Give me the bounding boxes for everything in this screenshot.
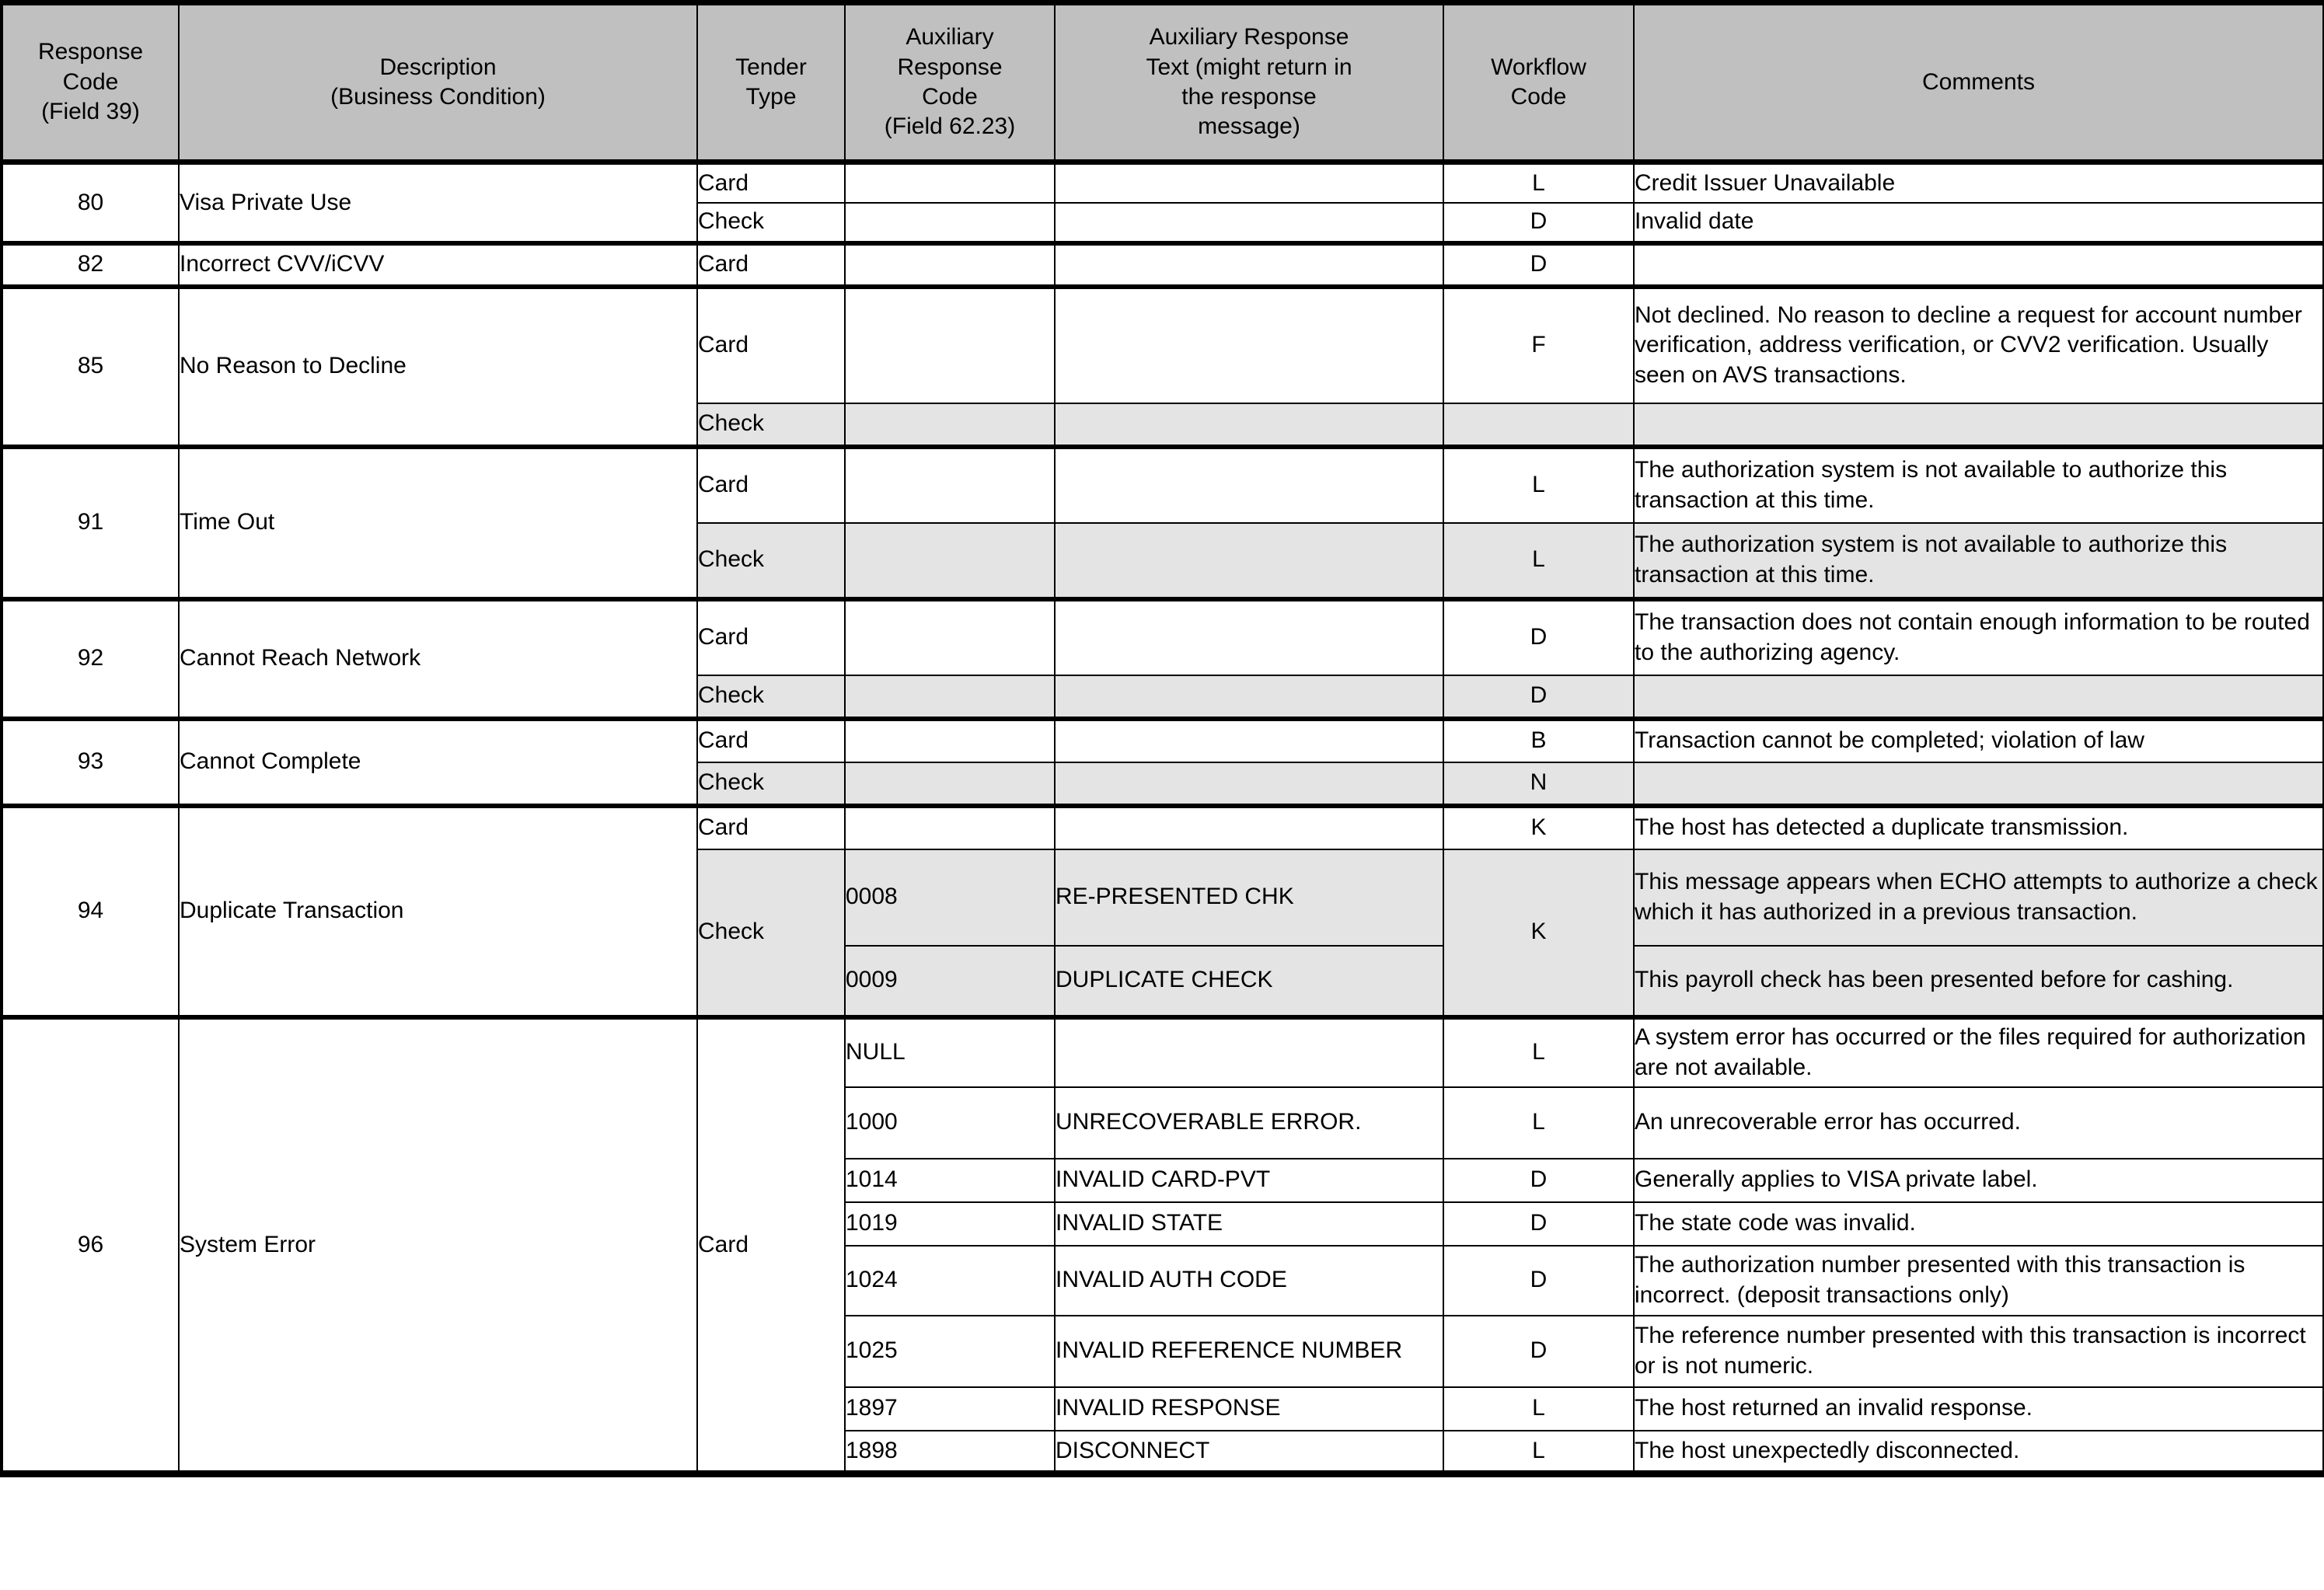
column-header-aux-response-code — [845, 3, 1055, 162]
cell-aux-response-code — [845, 806, 1055, 849]
table-body — [2, 162, 2324, 1474]
header-line: Code — [1510, 84, 1567, 110]
cell-aux-response-text: INVALID RESPONSE — [1055, 1387, 1443, 1431]
cell-aux-response-code — [845, 203, 1055, 243]
cell-workflow-code: K — [1443, 849, 1634, 1017]
cell-workflow-code: D — [1443, 1246, 1634, 1316]
cell-workflow-code: F — [1443, 287, 1634, 403]
cell-description: No Reason to Decline — [179, 287, 697, 447]
cell-response-code: 82 — [2, 243, 179, 287]
cell-aux-response-code: 1898 — [845, 1431, 1055, 1474]
header-line: Type — [745, 84, 797, 110]
cell-workflow-code: L — [1443, 1387, 1634, 1431]
cell-aux-response-code: 1000 — [845, 1087, 1055, 1159]
cell-aux-response-code: 1025 — [845, 1316, 1055, 1387]
cell-aux-response-text: INVALID REFERENCE NUMBER — [1055, 1316, 1443, 1387]
cell-tender-type: Card — [697, 599, 845, 675]
cell-comments — [1634, 675, 2324, 719]
header-line: (Business Condition) — [330, 84, 546, 110]
header-line: Description — [379, 54, 497, 80]
cell-aux-response-text — [1055, 403, 1443, 447]
cell-response-code: 94 — [2, 806, 179, 1017]
cell-comments: The state code was invalid. — [1634, 1202, 2324, 1246]
header-line: Auxiliary Response — [1149, 24, 1349, 51]
column-header-response-code — [2, 3, 179, 162]
cell-aux-response-text: UNRECOVERABLE ERROR. — [1055, 1087, 1443, 1159]
cell-aux-response-code: 0008 — [845, 849, 1055, 946]
cell-comments: This message appears when ECHO attempts to authorize a check which it has authorized in a previous transaction. — [1634, 849, 2324, 946]
cell-aux-response-text: DISCONNECT — [1055, 1431, 1443, 1474]
cell-comments: The host unexpectedly disconnected. — [1634, 1431, 2324, 1474]
table-row — [2, 599, 2324, 675]
cell-description: Incorrect CVV/iCVV — [179, 243, 697, 287]
header-line: Code — [922, 84, 978, 110]
cell-comments: The authorization system is not available to authorize this transaction at this time. — [1634, 447, 2324, 523]
cell-comments: The transaction does not contain enough information to be routed to the authorizing agency. — [1634, 599, 2324, 675]
cell-aux-response-code — [845, 162, 1055, 203]
cell-aux-response-text — [1055, 523, 1443, 599]
header-line: Comments — [1921, 68, 2036, 95]
header-row — [2, 3, 2324, 162]
cell-description: Cannot Reach Network — [179, 599, 697, 719]
cell-comments: The authorization number presented with this transaction is incorrect. (deposit transactions only) — [1634, 1246, 2324, 1316]
cell-comments: The host returned an invalid response. — [1634, 1387, 2324, 1431]
cell-response-code: 92 — [2, 599, 179, 719]
cell-aux-response-code: 1897 — [845, 1387, 1055, 1431]
cell-aux-response-text: DUPLICATE CHECK — [1055, 946, 1443, 1017]
cell-comments: The reference number presented with this transaction is incorrect or is not numeric. — [1634, 1316, 2324, 1387]
header-line: the response — [1181, 84, 1317, 110]
table-row — [2, 806, 2324, 849]
header-line: Response — [37, 39, 144, 65]
cell-response-code: 91 — [2, 447, 179, 599]
column-header-workflow-code — [1443, 3, 1634, 162]
table-row — [2, 719, 2324, 762]
cell-comments: An unrecoverable error has occurred. — [1634, 1087, 2324, 1159]
cell-tender-type: Card — [697, 806, 845, 849]
cell-tender-type: Card — [697, 243, 845, 287]
cell-aux-response-code — [845, 762, 1055, 806]
cell-comments — [1634, 403, 2324, 447]
cell-aux-response-text — [1055, 762, 1443, 806]
cell-workflow-code: D — [1443, 1202, 1634, 1246]
cell-aux-response-code — [845, 403, 1055, 447]
cell-description: Time Out — [179, 447, 697, 599]
cell-response-code: 85 — [2, 287, 179, 447]
cell-tender-type: Check — [697, 403, 845, 447]
cell-workflow-code: L — [1443, 1087, 1634, 1159]
cell-tender-type: Card — [697, 162, 845, 203]
header-line: Code — [62, 68, 119, 95]
header-line: message) — [1198, 113, 1300, 140]
cell-tender-type: Card — [697, 287, 845, 403]
cell-aux-response-text: INVALID AUTH CODE — [1055, 1246, 1443, 1316]
cell-comments: Generally applies to VISA private label. — [1634, 1159, 2324, 1202]
cell-description: Visa Private Use — [179, 162, 697, 243]
cell-aux-response-code — [845, 675, 1055, 719]
cell-tender-type: Check — [697, 762, 845, 806]
cell-comments: The authorization system is not available to authorize this transaction at this time. — [1634, 523, 2324, 599]
header-line: Auxiliary — [906, 24, 994, 51]
cell-aux-response-code — [845, 599, 1055, 675]
cell-tender-type: Card — [697, 719, 845, 762]
table-header — [2, 3, 2324, 162]
cell-aux-response-code — [845, 523, 1055, 599]
cell-comments: Not declined. No reason to decline a request for account number verification, address verification, or CVV2 verification. Usually seen on AVS transactions. — [1634, 287, 2324, 403]
table-row — [2, 287, 2324, 403]
cell-aux-response-text — [1055, 203, 1443, 243]
cell-comments: Credit Issuer Unavailable — [1634, 162, 2324, 203]
cell-workflow-code: D — [1443, 1159, 1634, 1202]
cell-aux-response-text — [1055, 1017, 1443, 1087]
cell-aux-response-text — [1055, 243, 1443, 287]
cell-workflow-code: L — [1443, 447, 1634, 523]
cell-workflow-code: D — [1443, 243, 1634, 287]
table-row — [2, 1017, 2324, 1087]
cell-description: Cannot Complete — [179, 719, 697, 806]
cell-description: Duplicate Transaction — [179, 806, 697, 1017]
header-line: Workflow — [1491, 54, 1586, 80]
table-row — [2, 162, 2324, 203]
cell-aux-response-text — [1055, 162, 1443, 203]
header-line: Text (might return in — [1146, 54, 1352, 80]
cell-aux-response-code: 1019 — [845, 1202, 1055, 1246]
cell-workflow-code: N — [1443, 762, 1634, 806]
cell-workflow-code: D — [1443, 675, 1634, 719]
cell-tender-type: Card — [697, 447, 845, 523]
cell-comments: Transaction cannot be completed; violation of law — [1634, 719, 2324, 762]
cell-comments: This payroll check has been presented before for cashing. — [1634, 946, 2324, 1017]
cell-tender-type: Check — [697, 849, 845, 1017]
cell-tender-type: Card — [697, 1017, 845, 1474]
header-line: Response — [897, 54, 1003, 80]
cell-tender-type: Check — [697, 203, 845, 243]
table-row — [2, 447, 2324, 523]
cell-workflow-code: D — [1443, 599, 1634, 675]
cell-comments — [1634, 243, 2324, 287]
cell-aux-response-text: RE-PRESENTED CHK — [1055, 849, 1443, 946]
cell-description: System Error — [179, 1017, 697, 1474]
column-header-description — [179, 3, 697, 162]
cell-comments: A system error has occurred or the files required for authorization are not available. — [1634, 1017, 2324, 1087]
header-line: Tender — [735, 54, 807, 80]
cell-workflow-code — [1443, 403, 1634, 447]
column-header-comments — [1634, 3, 2324, 162]
cell-aux-response-code: 0009 — [845, 946, 1055, 1017]
cell-workflow-code: K — [1443, 806, 1634, 849]
cell-response-code: 80 — [2, 162, 179, 243]
cell-aux-response-text — [1055, 719, 1443, 762]
header-line: (Field 62.23) — [884, 113, 1016, 140]
table-row — [2, 243, 2324, 287]
cell-aux-response-code: NULL — [845, 1017, 1055, 1087]
cell-aux-response-text — [1055, 287, 1443, 403]
cell-aux-response-text — [1055, 447, 1443, 523]
cell-aux-response-text: INVALID STATE — [1055, 1202, 1443, 1246]
cell-aux-response-code: 1024 — [845, 1246, 1055, 1316]
cell-workflow-code: B — [1443, 719, 1634, 762]
cell-tender-type: Check — [697, 675, 845, 719]
cell-response-code: 93 — [2, 719, 179, 806]
header-line: (Field 39) — [41, 99, 140, 125]
cell-comments: Invalid date — [1634, 203, 2324, 243]
cell-aux-response-text — [1055, 806, 1443, 849]
cell-workflow-code: L — [1443, 1017, 1634, 1087]
cell-response-code: 96 — [2, 1017, 179, 1474]
cell-aux-response-code — [845, 287, 1055, 403]
cell-aux-response-code — [845, 719, 1055, 762]
cell-workflow-code: L — [1443, 1431, 1634, 1474]
cell-aux-response-text: INVALID CARD-PVT — [1055, 1159, 1443, 1202]
cell-tender-type: Check — [697, 523, 845, 599]
cell-workflow-code: L — [1443, 523, 1634, 599]
cell-workflow-code: L — [1443, 162, 1634, 203]
cell-comments — [1634, 762, 2324, 806]
cell-aux-response-code — [845, 243, 1055, 287]
cell-aux-response-text — [1055, 599, 1443, 675]
cell-workflow-code: D — [1443, 203, 1634, 243]
cell-aux-response-code: 1014 — [845, 1159, 1055, 1202]
column-header-aux-response-text — [1055, 3, 1443, 162]
cell-workflow-code: D — [1443, 1316, 1634, 1387]
cell-comments: The host has detected a duplicate transmission. — [1634, 806, 2324, 849]
cell-aux-response-code — [845, 447, 1055, 523]
column-header-tender-type — [697, 3, 845, 162]
cell-aux-response-text — [1055, 675, 1443, 719]
